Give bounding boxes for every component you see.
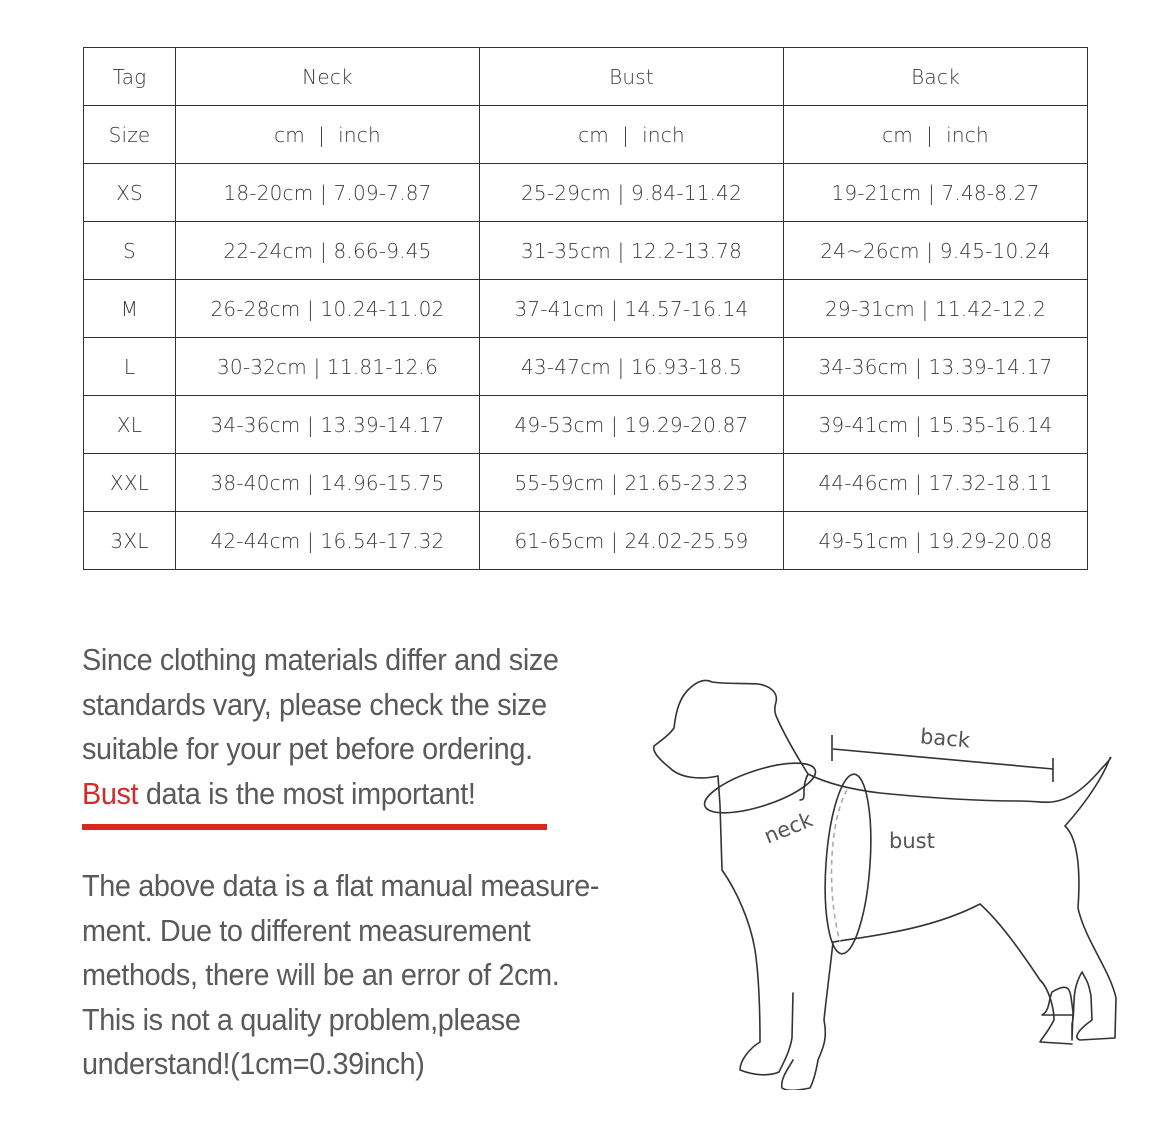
- table-header-row: [84, 48, 1088, 106]
- header-cell-neck: Neck: [176, 48, 480, 106]
- back-cell: 29-31cm | 11.42-12.2: [784, 280, 1088, 338]
- table-row: [84, 338, 1088, 396]
- bust-highlight: Bust: [82, 775, 139, 811]
- bust-ring: [820, 773, 876, 956]
- dog-measurement-diagram: [640, 640, 1140, 1090]
- neck-cell: 22-24cm | 8.66-9.45: [176, 222, 480, 280]
- disclaimer-line: The above data is a flat manual measure-: [82, 868, 600, 903]
- size-cell: M: [84, 280, 176, 338]
- neck-cell: 38-40cm | 14.96-15.75: [176, 454, 480, 512]
- table-unit-row: [84, 106, 1088, 164]
- disclaimer-line: ment. Due to different measurement: [82, 912, 531, 948]
- neck-cell: 42-44cm | 16.54-17.32: [176, 512, 480, 570]
- size-cell: S: [84, 222, 176, 280]
- measurement-disclaimer: [82, 864, 599, 1087]
- unit-cell-size: Size: [84, 106, 176, 164]
- bust-cell: 37-41cm | 14.57-16.14: [480, 280, 784, 338]
- sizing-notice: [82, 638, 559, 816]
- notice-line: Since clothing materials differ and size: [82, 642, 559, 677]
- unit-cell-bust: cm | inch: [480, 106, 784, 164]
- neck-cell: 30-32cm | 11.81-12.6: [176, 338, 480, 396]
- neck-cell: 26-28cm | 10.24-11.02: [176, 280, 480, 338]
- table-row: [84, 164, 1088, 222]
- size-cell: L: [84, 338, 176, 396]
- notice-emphasis-line: [82, 772, 559, 817]
- notice-line: suitable for your pet before ordering.: [82, 731, 533, 766]
- neck-label: neck: [760, 807, 816, 849]
- dog-outline: [654, 680, 1116, 1040]
- table-row: [84, 454, 1088, 512]
- neck-cell: 18-20cm | 7.09-7.87: [176, 164, 480, 222]
- back-cell: 44-46cm | 17.32-18.11: [784, 454, 1088, 512]
- header-cell-tag: Tag: [84, 48, 176, 106]
- bust-cell: 55-59cm | 21.65-23.23: [480, 454, 784, 512]
- back-cell: 49-51cm | 19.29-20.08: [784, 512, 1088, 570]
- header-cell-back: Back: [784, 48, 1088, 106]
- dog-belly: [833, 904, 1072, 1044]
- bust-cell: 25-29cm | 9.84-11.42: [480, 164, 784, 222]
- unit-cell-back: cm | inch: [784, 106, 1088, 164]
- size-cell: 3XL: [84, 512, 176, 570]
- notice-emphasis-rest: data is the most important!: [138, 775, 476, 811]
- back-cell: 39-41cm | 15.35-16.14: [784, 396, 1088, 454]
- unit-cell-neck: cm | inch: [176, 106, 480, 164]
- table-row: [84, 222, 1088, 280]
- disclaimer-line: This is not a quality problem,please: [82, 1001, 521, 1037]
- back-cell: 24~26cm | 9.45-10.24: [784, 222, 1088, 280]
- bust-label: bust: [889, 829, 935, 853]
- red-divider: [82, 824, 547, 830]
- back-cell: 34-36cm | 13.39-14.17: [784, 338, 1088, 396]
- table-row: [84, 280, 1088, 338]
- neck-cell: 34-36cm | 13.39-14.17: [176, 396, 480, 454]
- size-chart-table: [83, 47, 1088, 570]
- bust-cell: 43-47cm | 16.93-18.5: [480, 338, 784, 396]
- table-row: [84, 512, 1088, 570]
- back-label: back: [919, 724, 972, 753]
- size-cell: XL: [84, 396, 176, 454]
- back-cell: 19-21cm | 7.48-8.27: [784, 164, 1088, 222]
- bust-cell: 61-65cm | 24.02-25.59: [480, 512, 784, 570]
- bust-cell: 49-53cm | 19.29-20.87: [480, 396, 784, 454]
- dog-front-leg-rear: [782, 942, 833, 1090]
- notice-line: standards vary, please check the size: [82, 686, 547, 722]
- disclaimer-line: methods, there will be an error of 2cm.: [82, 957, 560, 992]
- table-row: [84, 396, 1088, 454]
- header-cell-bust: Bust: [480, 48, 784, 106]
- size-cell: XS: [84, 164, 176, 222]
- bust-cell: 31-35cm | 12.2-13.78: [480, 222, 784, 280]
- disclaimer-line: understand!(1cm=0.39inch): [82, 1046, 425, 1081]
- size-cell: XXL: [84, 454, 176, 512]
